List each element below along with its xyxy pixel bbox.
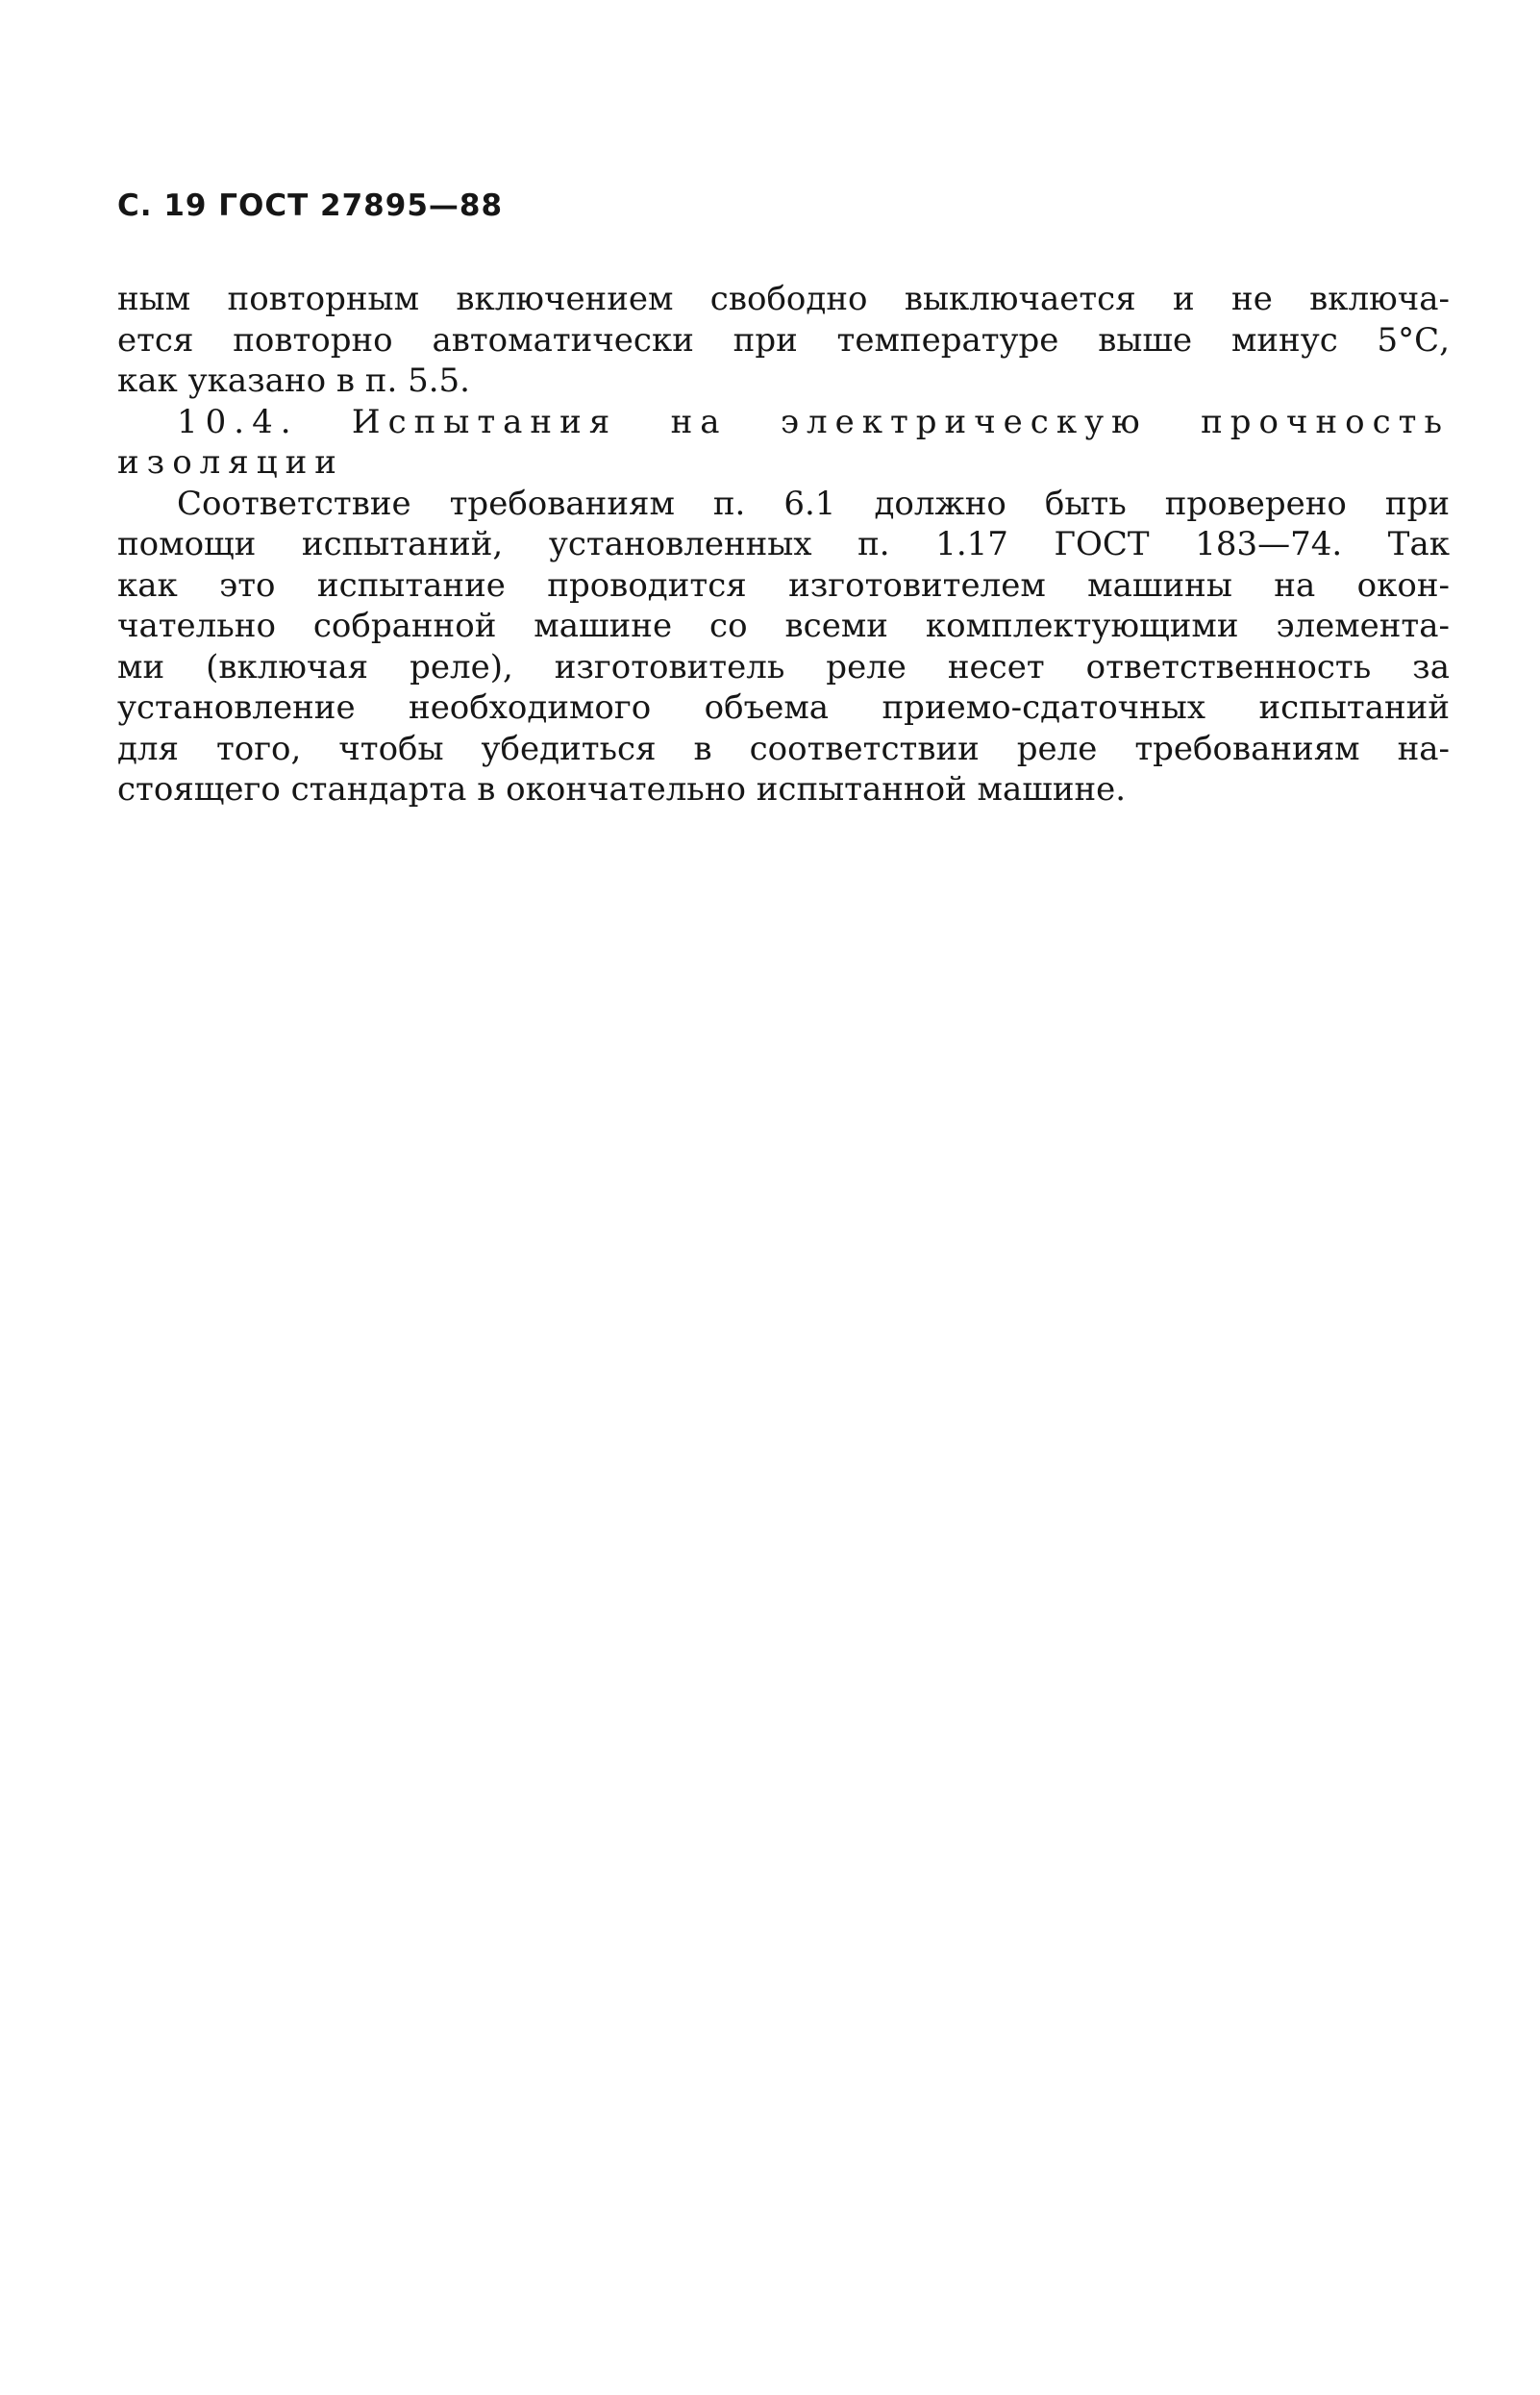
text-line: стоящего стандарта в окончательно испытанной машине.	[117, 770, 1127, 809]
text-line: Соответствие требованиям п. 6.1 должно быть проверено при	[177, 484, 1450, 523]
text-line: установление необходимого объема приемо-сдаточных испытаний	[117, 688, 1450, 727]
text-line: ется повторно автоматически при температуре выше минус 5°С,	[117, 320, 1450, 360]
body-text	[117, 279, 1450, 811]
section-heading-line: изоляции	[117, 443, 344, 482]
section-heading-line: 10.4. Испытания на электрическую прочность	[177, 402, 1450, 441]
text-line: для того, чтобы убедиться в соответствии реле требованиям на-	[117, 729, 1450, 768]
text-line: как это испытание проводится изготовителем машины на окон-	[117, 565, 1450, 605]
page-header: С. 19 ГОСТ 27895—88	[117, 188, 504, 223]
text-line: ми (включая реле), изготовитель реле несет ответственность за	[117, 647, 1450, 686]
text-line: как указано в п. 5.5.	[117, 362, 470, 400]
text-line: чательно собранной машине со всеми комплектующими элемента-	[117, 607, 1450, 645]
text-line: ным повторным включением свободно выключается и не включа-	[117, 280, 1450, 318]
text-line: помощи испытаний, установленных п. 1.17 ГОСТ 183—74. Так	[117, 525, 1450, 563]
